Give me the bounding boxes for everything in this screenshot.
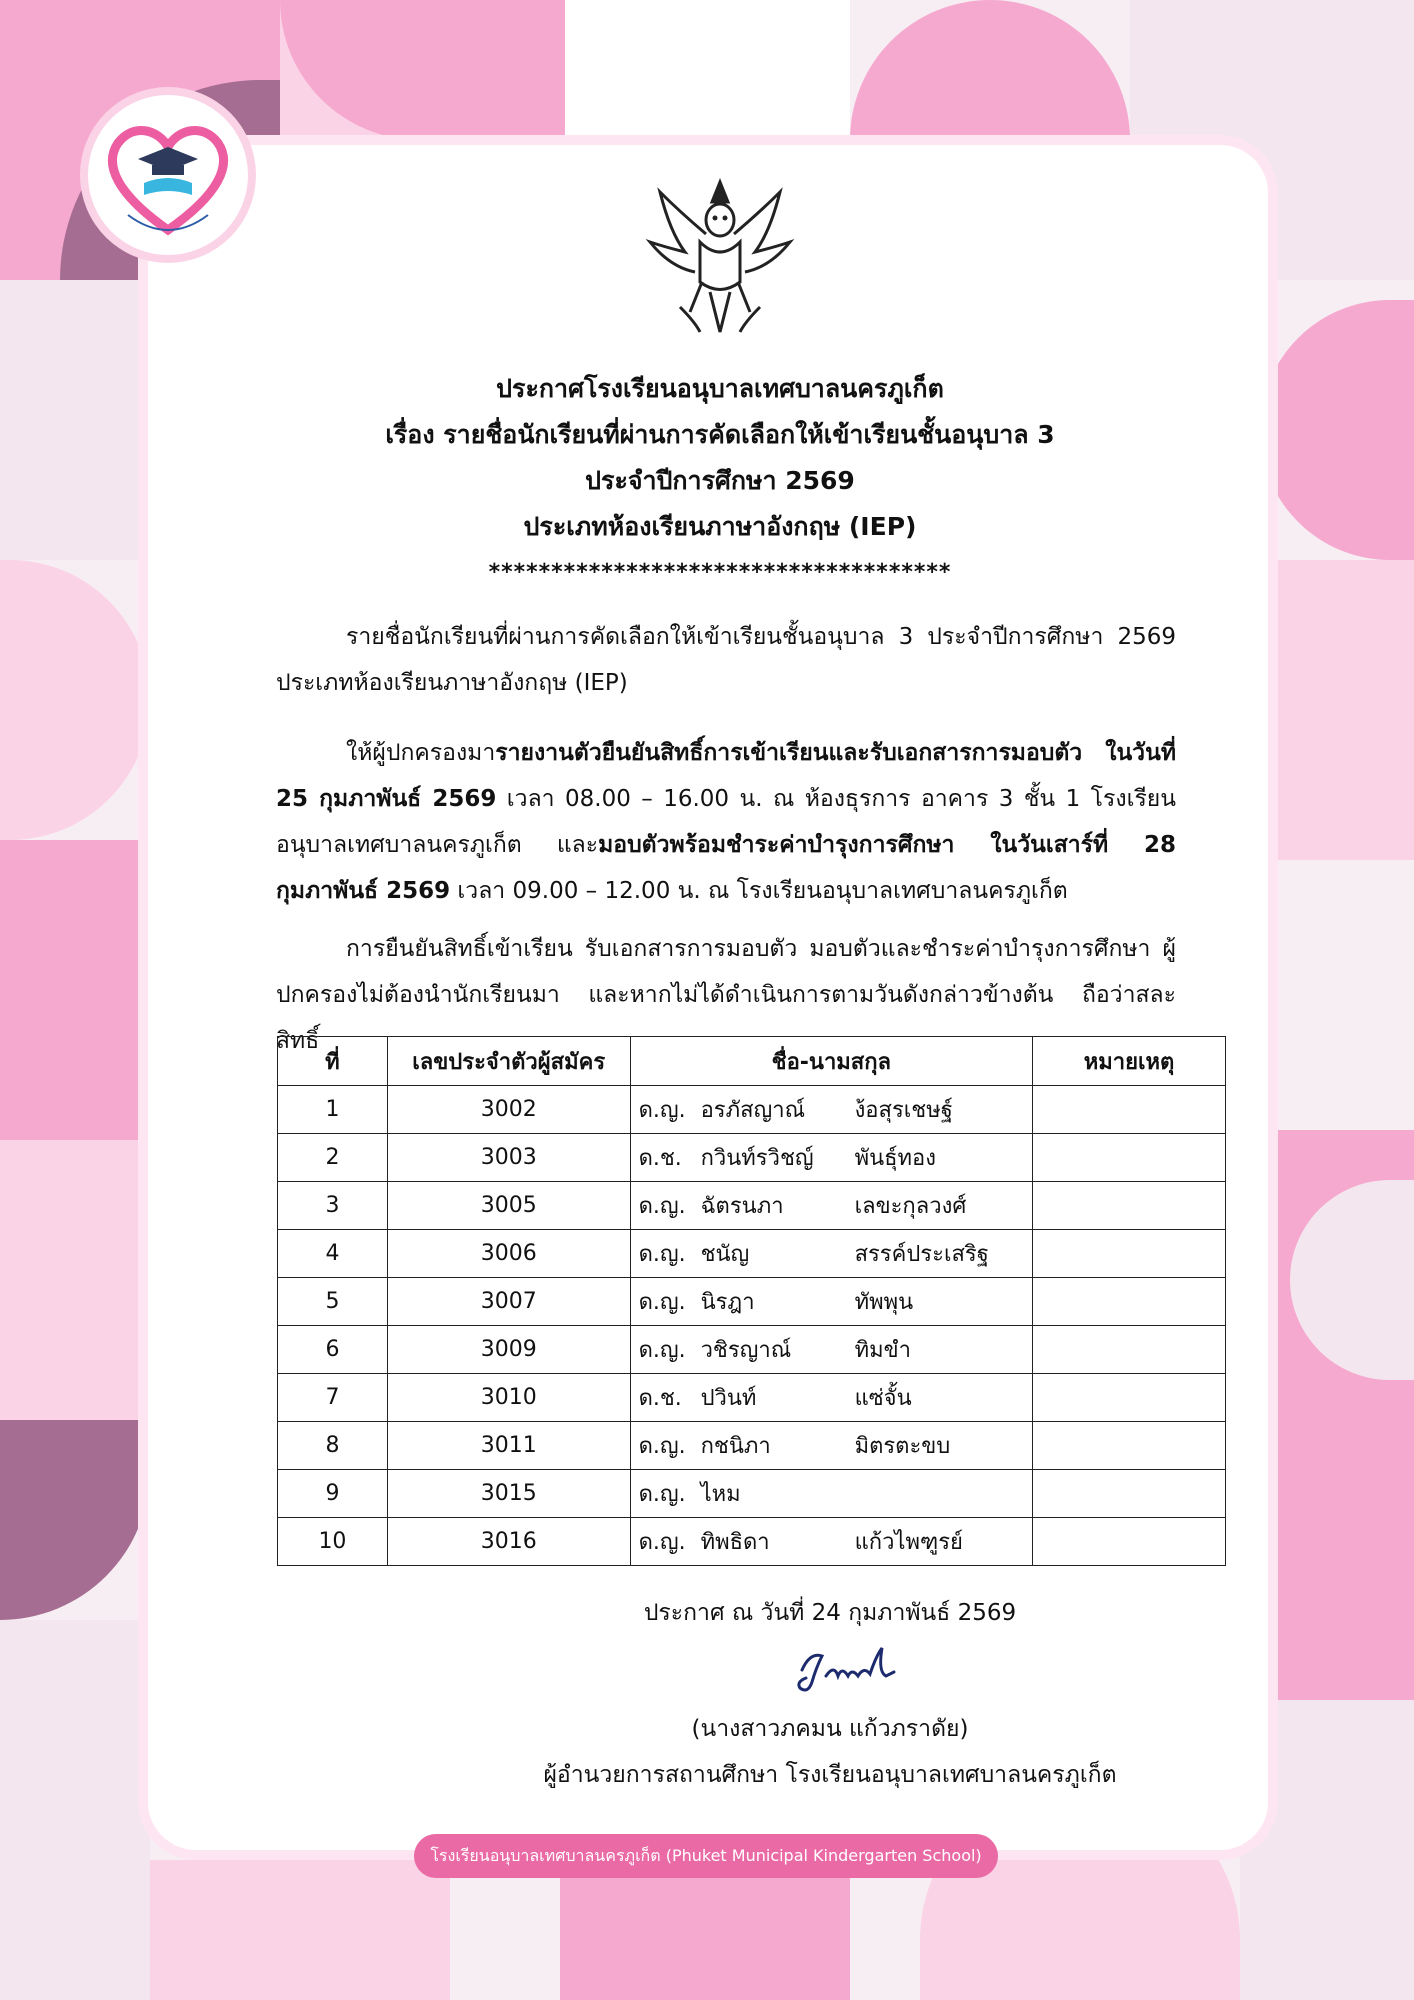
row-no: 8 [278,1422,388,1470]
row-remark [1033,1134,1226,1182]
row-full-name [630,1374,1033,1422]
row-name-title: ด.ญ. [638,1242,686,1267]
row-applicant-id: 3006 [387,1230,630,1278]
table-header-row [278,1037,1226,1086]
row-last-name: สรรค์ประเสริฐ [854,1242,989,1267]
row-full-name [630,1518,1033,1566]
row-no: 3 [278,1182,388,1230]
row-no: 2 [278,1134,388,1182]
table-row [278,1278,1226,1326]
paragraph-2-intro: ให้ผู้ปกครองมา [346,740,496,766]
row-last-name: แซ่จั้น [854,1386,912,1411]
paragraph-1 [276,614,1176,706]
row-last-name: พันธุ์ทอง [854,1146,936,1171]
row-full-name [630,1278,1033,1326]
row-name-title: ด.ช. [638,1386,682,1411]
garuda-emblem-icon [640,172,800,342]
row-name-title: ด.ช. [638,1146,682,1171]
paragraph-2-time-place: เวลา 08.00 – 16.00 น. ณ ห้องธุรการ อาคาร 3 ชั้น 1 โรงเรียนอนุบาลเทศบาลนครภูเก็ต และ [276,786,1176,858]
row-name-title: ด.ญ. [638,1098,686,1123]
row-last-name: ง้อสุรเชษฐ์ [854,1098,953,1123]
row-first-name: กวินท์รวิชญ์ [700,1146,814,1171]
row-applicant-id: 3005 [387,1182,630,1230]
paragraph-2-time-place-2: เวลา 09.00 – 12.00 น. ณ โรงเรียนอนุบาลเทศบาลนครภูเก็ต [450,878,1068,904]
row-applicant-id: 3011 [387,1422,630,1470]
row-remark [1033,1374,1226,1422]
row-full-name [630,1182,1033,1230]
row-no: 6 [278,1326,388,1374]
paragraph-2-bold-enroll: มอบตัวพร้อมชำระค่าบำรุงการศึกษา ในวันเสาร์ที่ 28 กุมภาพันธ์ 2569 [276,832,1176,904]
row-first-name: ปวินท์ [700,1386,757,1411]
header-line-1: ประกาศโรงเรียนอนุบาลเทศบาลนครภูเก็ต [496,374,944,403]
row-first-name: อรภัสญาณ์ [700,1098,806,1123]
row-applicant-id: 3002 [387,1086,630,1134]
row-full-name [630,1422,1033,1470]
footer-school-name: โรงเรียนอนุบาลเทศบาลนครภูเก็ต (Phuket Municipal Kindergarten School) [414,1834,998,1878]
row-applicant-id: 3016 [387,1518,630,1566]
row-remark [1033,1326,1226,1374]
row-applicant-id: 3015 [387,1470,630,1518]
row-first-name: ฉัตรนภา [700,1194,784,1219]
row-no: 10 [278,1518,388,1566]
table-row [278,1326,1226,1374]
row-remark [1033,1422,1226,1470]
row-no: 9 [278,1470,388,1518]
row-remark [1033,1182,1226,1230]
row-no: 5 [278,1278,388,1326]
row-full-name [630,1086,1033,1134]
row-applicant-id: 3010 [387,1374,630,1422]
row-full-name [630,1230,1033,1278]
row-remark [1033,1278,1226,1326]
row-applicant-id: 3007 [387,1278,630,1326]
row-last-name: มิตรตะขบ [854,1434,951,1459]
row-full-name [630,1134,1033,1182]
table-row [278,1182,1226,1230]
row-remark [1033,1086,1226,1134]
header-applicant-id: เลขประจำตัวผู้สมัคร [387,1037,630,1086]
row-applicant-id: 3003 [387,1134,630,1182]
paragraph-1-text: รายชื่อนักเรียนที่ผ่านการคัดเลือกให้เข้าเรียนชั้นอนุบาล 3 ประจำปีการศึกษา 2569 ประเภทห้องเรียนภาษาอังกฤษ (IEP) [276,624,1176,696]
row-first-name: ไหม [700,1482,741,1507]
announcement-date [620,1590,1040,1636]
row-name-title: ด.ญ. [638,1482,686,1507]
signatory-name: (นางสาวภคมน แก้วภราดัย) [691,1716,969,1742]
row-first-name: ทิพธิดา [700,1530,770,1555]
row-name-title: ด.ญ. [638,1194,686,1219]
announcement-header [300,366,1140,596]
row-last-name: ทัพพุน [854,1290,914,1315]
row-name-title: ด.ญ. [638,1338,686,1363]
header-line-3: ประจำปีการศึกษา 2569 [585,466,855,495]
paragraph-3-text: การยืนยันสิทธิ์เข้าเรียน รับเอกสารการมอบตัว มอบตัวและชำระค่าบำรุงการศึกษา ผู้ปกครองไม่ต้องนำนักเรียนมา และหากไม่ได้ดำเนินการตามวันดังกล่าวข้างต้น ถือว่าสละสิทธิ์ [276,936,1176,1054]
table-row [278,1470,1226,1518]
signature-icon [790,1642,910,1702]
table-row [278,1134,1226,1182]
row-first-name: กชนิภา [700,1434,771,1459]
table-row [278,1086,1226,1134]
row-last-name: แก้วไพฑูรย์ [854,1530,963,1555]
header-stars-divider: ************************************* [488,560,952,585]
row-no: 7 [278,1374,388,1422]
row-no: 1 [278,1086,388,1134]
date-line: ประกาศ ณ วันที่ 24 กุมภาพันธ์ 2569 [643,1600,1017,1626]
row-full-name [630,1326,1033,1374]
paragraph-2-bold-report: รายงานตัวยืนยันสิทธิ์การเข้าเรียนและรับเอกสารการมอบตัว ในวันที่ 25 กุมภาพันธ์ 2569 [276,740,1176,812]
row-first-name: วชิรญาณ์ [700,1338,792,1363]
row-last-name: เลขะกุลวงศ์ [854,1194,967,1219]
header-full-name: ชื่อ-นามสกุล [630,1037,1033,1086]
row-full-name [630,1470,1033,1518]
row-remark [1033,1470,1226,1518]
student-list-table [277,1036,1226,1566]
table-row [278,1518,1226,1566]
header-no: ที่ [278,1037,388,1086]
row-remark [1033,1230,1226,1278]
row-name-title: ด.ญ. [638,1530,686,1555]
signatory-position: ผู้อำนวยการสถานศึกษา โรงเรียนอนุบาลเทศบาลนครภูเก็ต [543,1762,1117,1788]
row-no: 4 [278,1230,388,1278]
table-row [278,1422,1226,1470]
header-remark: หมายเหตุ [1033,1037,1226,1086]
table-row [278,1230,1226,1278]
row-first-name: นิรฎา [700,1290,755,1315]
row-last-name: ทิมขำ [854,1338,911,1363]
header-line-2: เรื่อง รายชื่อนักเรียนที่ผ่านการคัดเลือกให้เข้าเรียนชั้นอนุบาล 3 [385,420,1055,449]
row-first-name: ชนัญ [700,1242,750,1267]
signatory [520,1706,1140,1798]
row-name-title: ด.ญ. [638,1434,686,1459]
header-line-4: ประเภทห้องเรียนภาษาอังกฤษ (IEP) [523,512,917,541]
row-applicant-id: 3009 [387,1326,630,1374]
row-name-title: ด.ญ. [638,1290,686,1315]
school-heart-logo-icon [88,95,248,255]
row-remark [1033,1518,1226,1566]
paragraph-2 [276,730,1176,914]
school-logo [88,95,248,255]
table-row [278,1374,1226,1422]
